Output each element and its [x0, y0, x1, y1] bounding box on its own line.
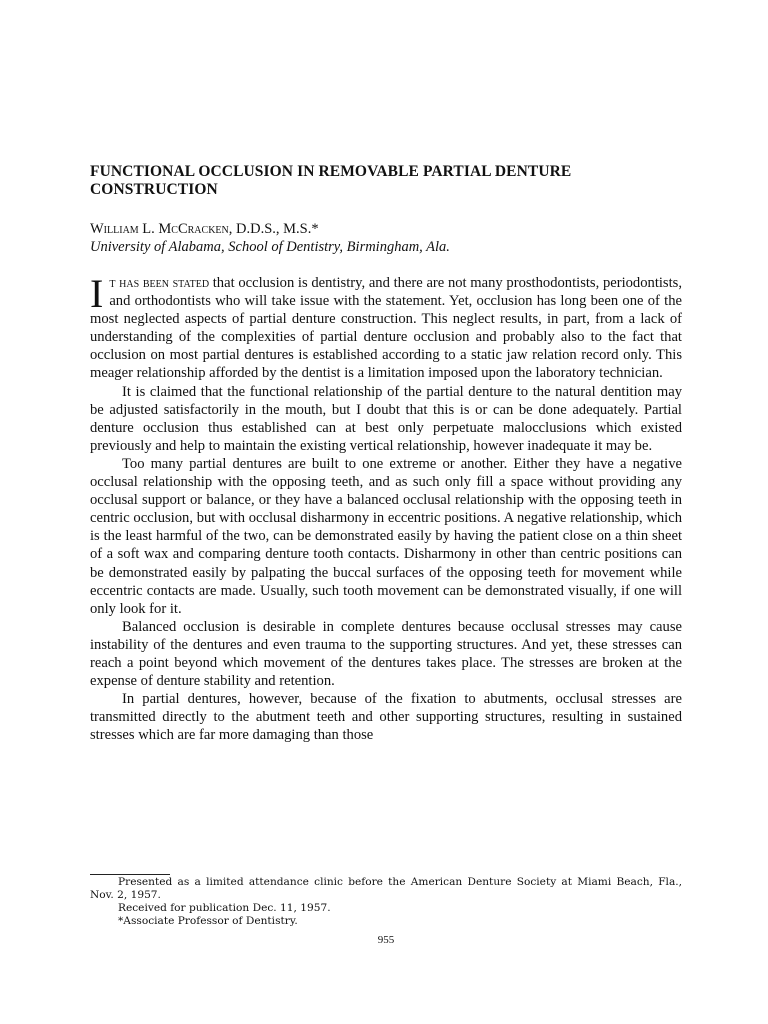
- footnote-author-title: *Associate Professor of Dentistry.: [118, 915, 298, 927]
- footnote-presentation: Presented as a limited attendance clinic before the American Denture Society at Miami Beach, Fla., Nov. 2, 1957.: [90, 876, 682, 901]
- paragraph-1-text: that occlusion is dentistry, and there are not many prosthodontists, periodontists, and orthodontists who will take issue with the statement. Yet, occlusion has long been one of the most neglected aspects of partial denture construction. This neglect results, in part, from a lack of understanding of the complexities of partial denture occlusion and probably also to the fact that occlusion on most partial dentures is established according to a static jaw relation record only. This meager relationship afforded by the dentist is a limitation imposed upon the laboratory technician.: [90, 275, 682, 382]
- paragraph-2: It is claimed that the functional relationship of the partial denture to the natural dentition may be adjusted satisfactorily in the mouth, but I doubt that this is or can be done adequately. Partial denture occlusion thus established can at best only perpetuate malocclusions which existed previously and help to maintain the existing vertical relationship, however inadequate it may be.: [90, 383, 682, 454]
- article-page: [90, 0, 682, 1024]
- author-line: [90, 220, 682, 238]
- article-body: [90, 271, 682, 744]
- article-title: FUNCTIONAL OCCLUSION IN REMOVABLE PARTIAL DENTURE CONSTRUCTION: [90, 163, 572, 198]
- author-degrees: , D.D.S., M.S.*: [228, 221, 319, 237]
- paragraph-5: In partial dentures, however, because of the fixation to abutments, occlusal stresses are transmitted directly to the abutment teeth and other supporting structures, resulting in sustained stresses which are far more damaging than those: [90, 691, 682, 744]
- footnote-rule: [90, 874, 170, 875]
- footnotes: [90, 876, 682, 928]
- footnote-received: Received for publication Dec. 11, 1957.: [118, 902, 331, 914]
- paragraph-4: Balanced occlusion is desirable in complete dentures because occlusal stresses may cause instability of the dentures and even trauma to the supporting structures. And yet, these stresses can reach a point beyond which movement of the dentures takes place. The stresses are broken at the expense of denture stability and retention.: [90, 618, 682, 690]
- author-name: William L. McCracken: [90, 221, 229, 237]
- lead-in-text: t has been stated: [109, 275, 210, 291]
- paragraph-1: [90, 271, 682, 383]
- author-affiliation: University of Alabama, School of Dentistry, Birmingham, Ala.: [90, 239, 450, 255]
- page-number: 955: [377, 934, 395, 946]
- drop-cap: I: [90, 271, 104, 316]
- paragraph-3: Too many partial dentures are built to one extreme or another. Either they have a negative occlusal relationship with the opposing teeth, and as such only fill a space without providing any occlusal support or balance, or they have a balanced occlusal relationship with the opposing teeth in centric occlusion, but with occlusal disharmony in eccentric positions. A negative relationship, which is the least harmful of the two, can be demonstrated easily by having the patient close on a thin sheet of a soft wax and comparing denture tooth contacts. Disharmony in other than centric positions can be demonstrated easily by palpating the buccal surfaces of the opposing teeth for movement while eccentric contacts are made. Usually, such tooth movement can be demonstrated visually, if one will only look for it.: [90, 455, 682, 617]
